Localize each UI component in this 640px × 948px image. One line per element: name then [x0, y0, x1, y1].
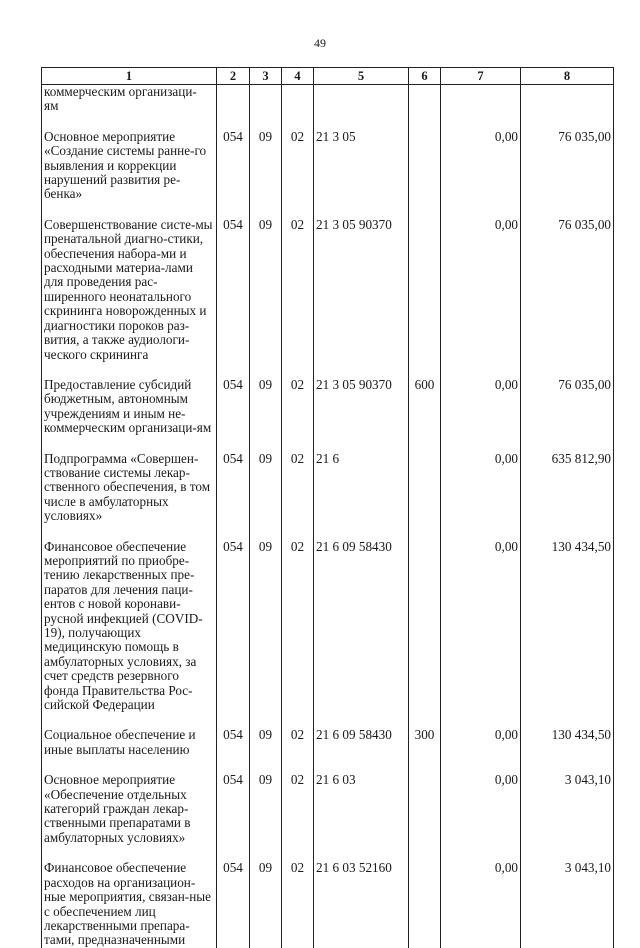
row-name: Финансовое обеспечение мероприятий по приобре-тению лекарственных пре-паратов для лечения паци-ентов с новой коронави-русной инфекцией (COVID-19), получающих медицинскую помощь в амбулаторных условиях, за счет средств резервного фонда Правительства Рос-сийской Федерации: [42, 524, 217, 713]
cell-amount-7: 0,00: [441, 845, 521, 947]
cell-expense-type: [409, 114, 441, 202]
cell-ministry-code: 054: [217, 712, 250, 757]
row-name: Совершенствование систе-мы пренатальной диагно-стики, обеспечения набора-ми и расходными материа-лами для проведения рас-ширенного неонатального скрининга новорожденных и диагностики пороков раз-вития, а также аудиологи-ческого скрининга: [42, 202, 217, 362]
cell-target-article: 21 6 03: [314, 757, 409, 845]
header-cell: 1: [42, 68, 217, 85]
cell-target-article: 21 6 03 52160: [314, 845, 409, 947]
header-cell: 8: [521, 68, 614, 85]
table-row: [42, 114, 614, 202]
cell-target-article: 21 6 09 58430: [314, 524, 409, 713]
row-name: Основное мероприятие «Обеспечение отдельных категорий граждан лекар-ственными препаратами в амбулаторных условиях»: [42, 757, 217, 845]
header-row: [42, 68, 614, 85]
header-cell: 3: [250, 68, 282, 85]
cell-expense-type: [409, 757, 441, 845]
cell-amount-7: [441, 85, 521, 114]
cell-amount-8: 635 812,90: [521, 436, 614, 524]
cell-amount-8: [521, 85, 614, 114]
cell-subsection: 02: [282, 757, 314, 845]
header-cell: 5: [314, 68, 409, 85]
header-cell: 7: [441, 68, 521, 85]
cell-subsection: 02: [282, 845, 314, 947]
row-name: Предоставление субсидий бюджетным, автономным учреждениям и иным не-коммерческим организаци-ям: [42, 362, 217, 436]
cell-expense-type: [409, 436, 441, 524]
cell-expense-type: [409, 85, 441, 114]
cell-subsection: [282, 85, 314, 114]
table-row: [42, 845, 614, 947]
cell-section: 09: [250, 524, 282, 713]
header-cell: 4: [282, 68, 314, 85]
cell-amount-7: 0,00: [441, 436, 521, 524]
cell-section: 09: [250, 114, 282, 202]
cell-ministry-code: 054: [217, 362, 250, 436]
table-row: [42, 436, 614, 524]
cell-subsection: 02: [282, 712, 314, 757]
cell-amount-8: 76 035,00: [521, 202, 614, 362]
table-row: [42, 757, 614, 845]
table-row: [42, 202, 614, 362]
cell-expense-type: [409, 202, 441, 362]
cell-target-article: 21 3 05: [314, 114, 409, 202]
row-name: Подпрограмма «Совершен-ствование системы лекар-ственного обеспечения, в том числе в амбулаторных условиях»: [42, 436, 217, 524]
cell-amount-8: 130 434,50: [521, 524, 614, 713]
cell-amount-8: 76 035,00: [521, 362, 614, 436]
cell-amount-8: 3 043,10: [521, 845, 614, 947]
cell-section: 09: [250, 436, 282, 524]
cell-amount-7: 0,00: [441, 712, 521, 757]
cell-subsection: 02: [282, 362, 314, 436]
table-row: [42, 524, 614, 713]
cell-target-article: [314, 85, 409, 114]
budget-table: [41, 67, 614, 948]
cell-subsection: 02: [282, 202, 314, 362]
cell-section: 09: [250, 757, 282, 845]
cell-expense-type: 300: [409, 712, 441, 757]
cell-expense-type: 600: [409, 362, 441, 436]
cell-target-article: 21 3 05 90370: [314, 362, 409, 436]
cell-section: 09: [250, 845, 282, 947]
row-name: коммерческим организаци- ям: [42, 85, 217, 114]
cell-amount-7: 0,00: [441, 362, 521, 436]
row-name: Социальное обеспечение и иные выплаты населению: [42, 712, 217, 757]
cell-expense-type: [409, 524, 441, 713]
cell-section: 09: [250, 202, 282, 362]
cell-amount-8: 3 043,10: [521, 757, 614, 845]
cell-subsection: 02: [282, 524, 314, 713]
cell-target-article: 21 3 05 90370: [314, 202, 409, 362]
cell-amount-7: 0,00: [441, 524, 521, 713]
header-cell: 6: [409, 68, 441, 85]
cell-subsection: 02: [282, 436, 314, 524]
cell-ministry-code: 054: [217, 202, 250, 362]
cell-amount-7: 0,00: [441, 114, 521, 202]
cell-target-article: 21 6 09 58430: [314, 712, 409, 757]
cell-ministry-code: 054: [217, 436, 250, 524]
cell-amount-8: 130 434,50: [521, 712, 614, 757]
table-row: [42, 712, 614, 757]
cell-ministry-code: 054: [217, 114, 250, 202]
cell-section: [250, 85, 282, 114]
header-cell: 2: [217, 68, 250, 85]
page-number: 49: [314, 36, 326, 50]
cell-section: 09: [250, 712, 282, 757]
cell-ministry-code: 054: [217, 524, 250, 713]
cell-target-article: 21 6: [314, 436, 409, 524]
cell-expense-type: [409, 845, 441, 947]
cell-amount-7: 0,00: [441, 202, 521, 362]
cell-amount-7: 0,00: [441, 757, 521, 845]
cell-ministry-code: [217, 85, 250, 114]
row-name: Основное мероприятие «Создание системы ранне-го выявления и коррекции нарушений развития ре-бенка»: [42, 114, 217, 202]
cell-subsection: 02: [282, 114, 314, 202]
cell-ministry-code: 054: [217, 757, 250, 845]
cell-ministry-code: 054: [217, 845, 250, 947]
table-row: [42, 85, 614, 114]
row-name: Финансовое обеспечение расходов на организацион-ные мероприятия, связан-ные с обеспечением лиц лекарственными препара-тами, предназначенными: [42, 845, 217, 947]
cell-section: 09: [250, 362, 282, 436]
table-row: [42, 362, 614, 436]
cell-amount-8: 76 035,00: [521, 114, 614, 202]
